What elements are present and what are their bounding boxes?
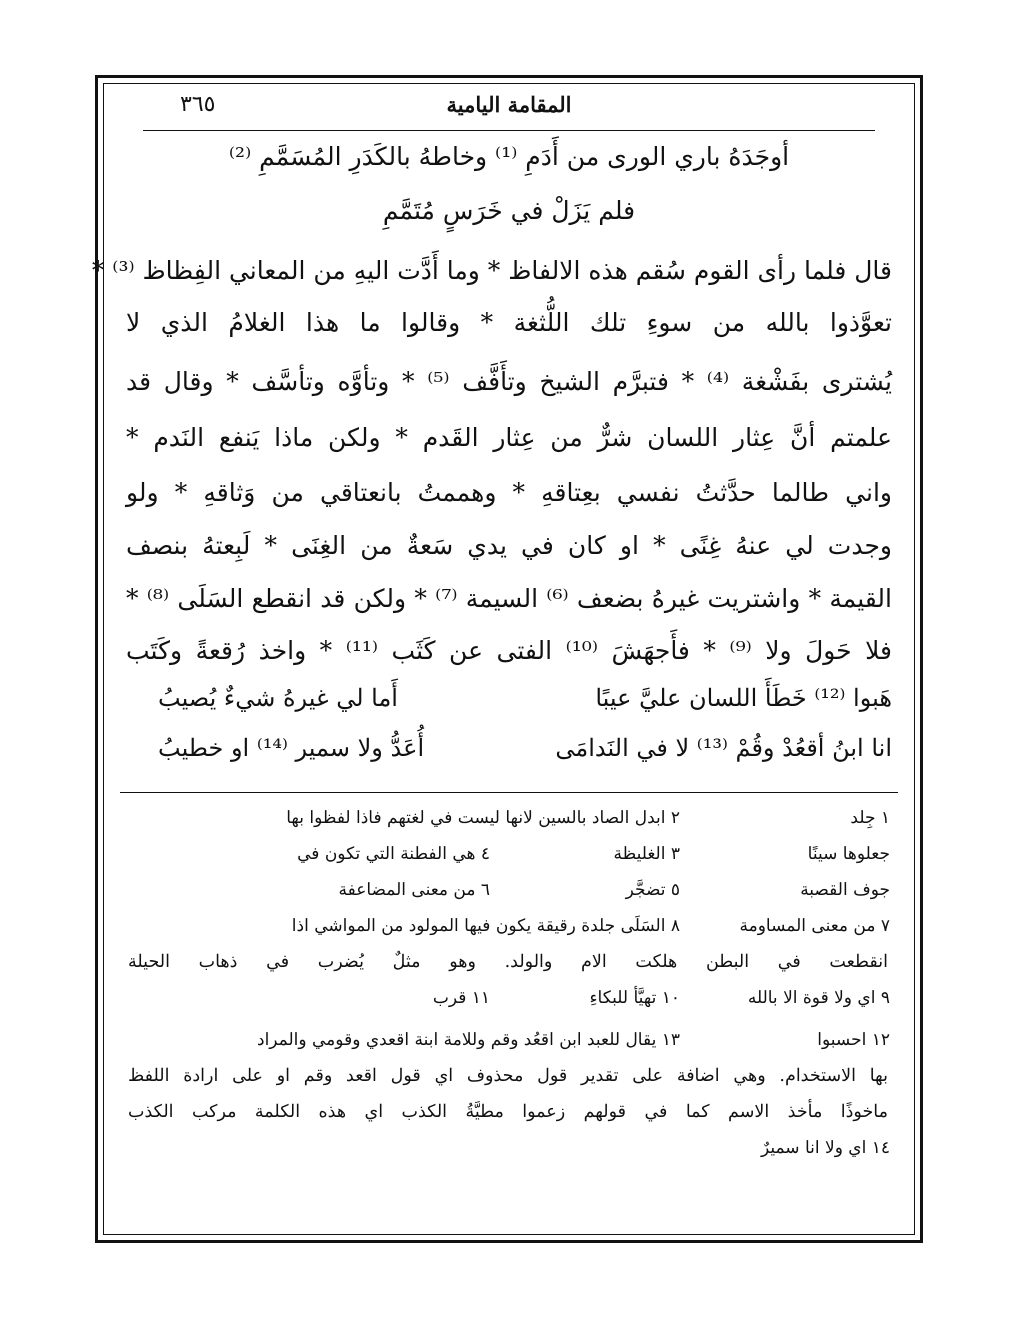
header-rule	[143, 130, 875, 131]
page-header	[118, 88, 900, 128]
footnote: ٥ تضجَّر	[625, 880, 680, 900]
footnote: ١٢ احسبوا	[817, 1030, 890, 1050]
footnote: ٣ الغليظة	[613, 844, 680, 864]
closing-verse-second-hemistich: أُعَدُّ ولا سمير ⁽¹⁴⁾ او خطيبُ	[158, 734, 425, 762]
footnote: ١٤ اي ولا انا سميرٌ	[760, 1138, 890, 1158]
verse-line: أوجَدَهُ باري الورى من أَدَمِ ⁽¹⁾ وخاطهُ بالكَدَرِ المُسَمَّمِ ⁽²⁾	[228, 142, 790, 171]
text-line: تعوَّذوا بالله من سوءِ تلك اللُّثغة * وقالوا ما هذا الغلامُ الذي لا	[126, 308, 892, 337]
footnote: ٦ من معنى المضاعفة	[338, 880, 490, 900]
page-number: ٣٦٥	[180, 92, 216, 117]
book-page	[91, 88, 900, 1223]
footnote-continuation: جوف القصبة	[800, 880, 890, 900]
closing-verse-first-hemistich: هَبوا ⁽¹²⁾ خَطَأَ اللسان عليَّ عيبًا	[595, 684, 892, 712]
footnote-continuation: جعلوها سينًا	[807, 844, 890, 864]
footnote-rule	[120, 792, 898, 793]
closing-verse-second-hemistich: أَما لي غيرهُ شيءٌ يُصيبُ	[158, 684, 398, 712]
text-line: قال فلما رأى القوم سُقم هذه الالفاظ * وما أَدَّت اليهِ من المعاني الفِظاظ ⁽³⁾ *	[91, 256, 892, 285]
footnote-continuation: ماخوذًا مأخذ الاسم كما في قولهم زعموا مطيَّةُ الكذب اي هذه الكلمة مركب الكذب	[128, 1102, 888, 1122]
text-line: علمتم أنَّ عِثار اللسان شرٌّ من عِثار القَدم * ولكن ماذا يَنفع النَدم *	[126, 423, 892, 452]
footnote: ٢ ابدل الصاد بالسين لانها ليست في لغتهم فاذا لفظوا بها	[286, 808, 680, 828]
footnote-continuation: انقطعت في البطن هلكت الام والولد. وهو مثلٌ يُضرب في ذهاب الحيلة	[128, 952, 888, 972]
footnote: ٧ من معنى المساومة	[739, 916, 890, 936]
running-title: المقامة اليامية	[446, 92, 572, 117]
footnote: ١٣ يقال للعبد ابن اقعُد وقم وللامة ابنة اقعدي وقومي والمراد	[257, 1030, 680, 1050]
text-line: القيمة * واشتريت غيرهُ بضعف ⁽⁶⁾ السيمة ⁽⁷⁾ * ولكن قد انقطع السَلَى ⁽⁸⁾ *	[126, 584, 892, 613]
text-line: واني طالما حدَّثتُ نفسي بعِتاقهِ * وهممتُ بانعتاقي من وَثاقهِ * ولو	[126, 478, 892, 507]
footnote: ٨ السَلَى جلدة رقيقة يكون فيها المولود من المواشي اذا	[291, 916, 680, 936]
footnote-continuation: بها الاستخدام. وهي اضافة على تقدير قول محذوف اي قول اقعد وقم او على ارادة اللفظ	[128, 1066, 888, 1086]
footnote: ١١ قرب	[432, 988, 490, 1008]
closing-verse-first-hemistich: انا ابنُ أقعُدْ وقُمْ ⁽¹³⁾ لا في النَدامَى	[555, 734, 892, 762]
footnote: ٤ هي الفطنة التي تكون في	[297, 844, 490, 864]
footnote: ١ جِلد	[850, 808, 890, 828]
footnote: ١٠ تهيَّأ للبكاءِ	[589, 988, 680, 1008]
text-line: وجدت لي عنهُ غِنًى * او كان في يدي سَعةٌ من الغِنَى * لَبِعتهُ بنصف	[126, 531, 892, 560]
footnote: ٩ اي ولا قوة الا بالله	[747, 988, 890, 1008]
text-line: فلا حَولَ ولا ⁽⁹⁾ * فأَجهَشَ ⁽¹⁰⁾ الفتى عن كَثَب ⁽¹¹⁾ * واخذ رُقعةً وكَتَب	[126, 636, 893, 665]
text-line: يُشترى بفَشْغة ⁽⁴⁾ * فتبرَّم الشيخ وتأَفَّف ⁽⁵⁾ * وتأوَّه وتأسَّف * وقال قد	[126, 367, 893, 396]
verse-line: فلم يَزَلْ في خَرَسٍ مُتَمَّمِ	[382, 196, 636, 225]
